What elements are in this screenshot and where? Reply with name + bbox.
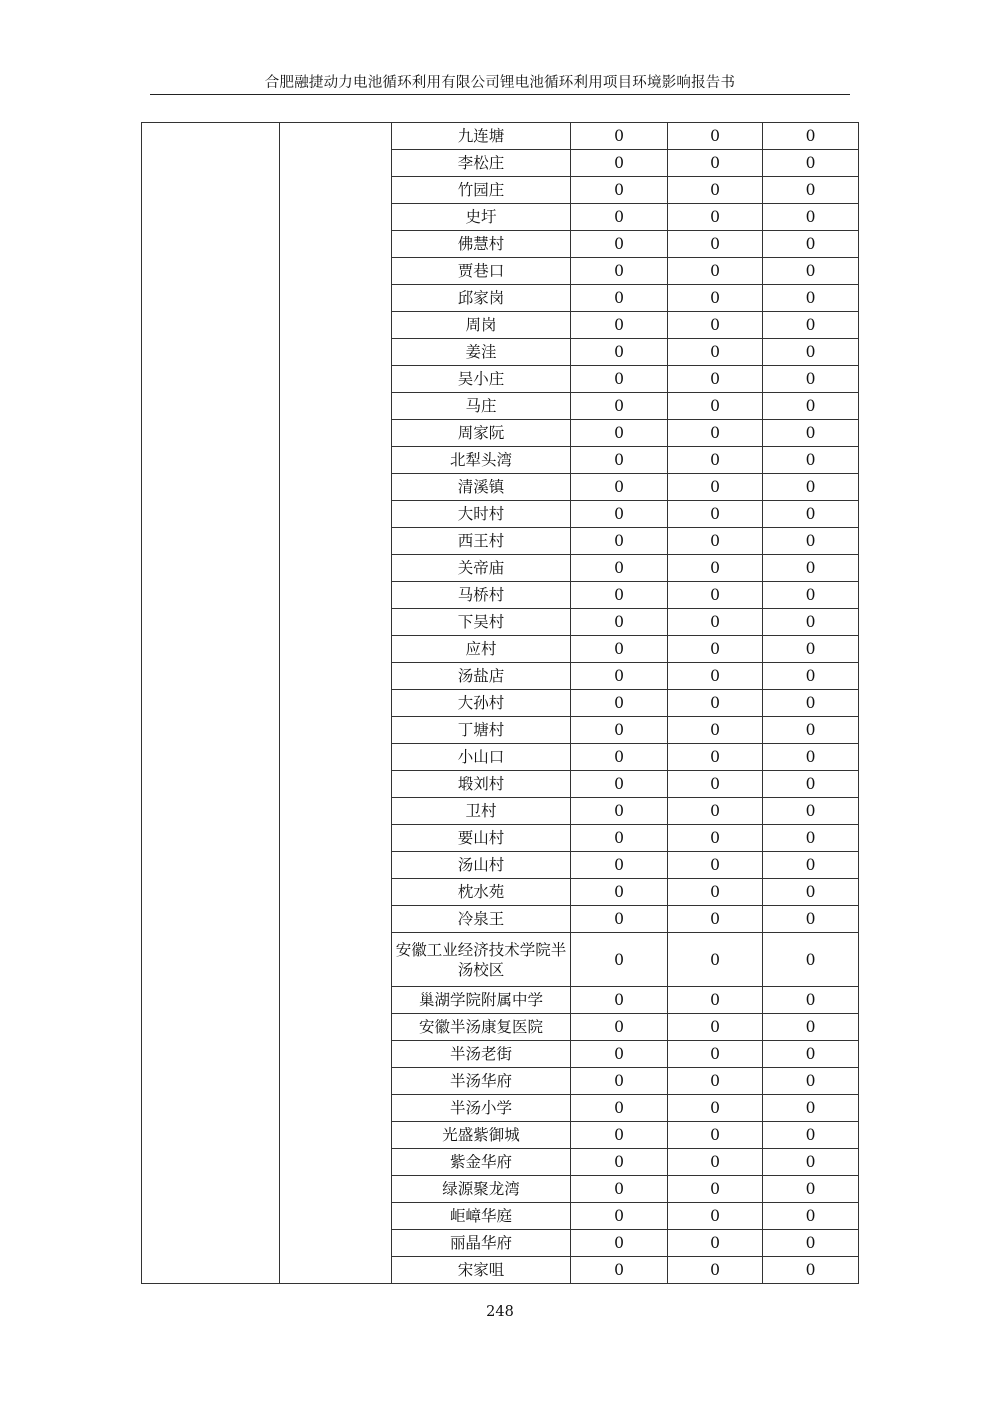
- value-cell: 0: [763, 501, 859, 528]
- value-cell: 0: [571, 555, 668, 582]
- point-name-cell: 关帝庙: [392, 555, 571, 582]
- value-cell: 0: [668, 177, 763, 204]
- value-cell: 0: [668, 1122, 763, 1149]
- value-cell: 0: [763, 1095, 859, 1122]
- value-cell: 0: [763, 1122, 859, 1149]
- value-cell: 0: [763, 717, 859, 744]
- point-name-cell: 汤山村: [392, 852, 571, 879]
- point-name-cell: 绿源聚龙湾: [392, 1176, 571, 1203]
- value-cell: 0: [668, 1230, 763, 1257]
- value-cell: 0: [763, 312, 859, 339]
- value-cell: 0: [668, 1203, 763, 1230]
- value-cell: 0: [668, 717, 763, 744]
- value-cell: 0: [668, 1014, 763, 1041]
- value-cell: 0: [763, 879, 859, 906]
- value-cell: 0: [571, 312, 668, 339]
- value-cell: 0: [763, 1176, 859, 1203]
- value-cell: 0: [668, 663, 763, 690]
- value-cell: 0: [668, 555, 763, 582]
- value-cell: 0: [668, 420, 763, 447]
- point-name-cell: 史圩: [392, 204, 571, 231]
- value-cell: 0: [763, 258, 859, 285]
- point-name-cell: 冷泉王: [392, 906, 571, 933]
- value-cell: 0: [668, 1041, 763, 1068]
- point-name-cell: 半汤华府: [392, 1068, 571, 1095]
- point-name-cell: 巢湖学院附属中学: [392, 987, 571, 1014]
- value-cell: 0: [571, 582, 668, 609]
- point-name-cell: 汤盐店: [392, 663, 571, 690]
- value-cell: 0: [571, 150, 668, 177]
- value-cell: 0: [763, 204, 859, 231]
- value-cell: 0: [668, 933, 763, 987]
- value-cell: 0: [668, 528, 763, 555]
- value-cell: 0: [668, 204, 763, 231]
- value-cell: 0: [763, 1068, 859, 1095]
- value-cell: 0: [571, 420, 668, 447]
- value-cell: 0: [668, 1176, 763, 1203]
- value-cell: 0: [668, 474, 763, 501]
- value-cell: 0: [571, 123, 668, 150]
- point-name-cell: 大孙村: [392, 690, 571, 717]
- value-cell: 0: [763, 1041, 859, 1068]
- value-cell: 0: [668, 1257, 763, 1284]
- point-name-cell: 要山村: [392, 825, 571, 852]
- value-cell: 0: [571, 852, 668, 879]
- point-name-cell: 紫金华府: [392, 1149, 571, 1176]
- point-name-cell: 丽晶华府: [392, 1230, 571, 1257]
- value-cell: 0: [571, 528, 668, 555]
- point-name-cell: 邱家岗: [392, 285, 571, 312]
- value-cell: 0: [571, 987, 668, 1014]
- point-name-cell: 周家阮: [392, 420, 571, 447]
- point-name-cell: 吴小庄: [392, 366, 571, 393]
- value-cell: 0: [763, 906, 859, 933]
- value-cell: 0: [571, 339, 668, 366]
- page-header: 合肥融捷动力电池循环利用有限公司锂电池循环利用项目环境影响报告书: [264, 75, 736, 91]
- value-cell: 0: [763, 555, 859, 582]
- value-cell: 0: [571, 1257, 668, 1284]
- value-cell: 0: [763, 366, 859, 393]
- value-cell: 0: [763, 933, 859, 987]
- value-cell: 0: [763, 771, 859, 798]
- value-cell: 0: [571, 1014, 668, 1041]
- value-cell: 0: [668, 339, 763, 366]
- point-name-cell: 佛慧村: [392, 231, 571, 258]
- value-cell: 0: [571, 879, 668, 906]
- value-cell: 0: [668, 231, 763, 258]
- value-cell: 0: [763, 1149, 859, 1176]
- value-cell: 0: [763, 690, 859, 717]
- value-cell: 0: [571, 1176, 668, 1203]
- value-cell: 0: [763, 393, 859, 420]
- value-cell: 0: [571, 1095, 668, 1122]
- point-name-cell: 九连塘: [392, 123, 571, 150]
- point-name-cell: 光盛紫御城: [392, 1122, 571, 1149]
- value-cell: 0: [763, 447, 859, 474]
- value-cell: 0: [668, 690, 763, 717]
- point-name-cell: 周岗: [392, 312, 571, 339]
- value-cell: 0: [571, 609, 668, 636]
- sensitive-points-table: [141, 122, 859, 1284]
- header-rule: [150, 94, 850, 95]
- value-cell: 0: [668, 1149, 763, 1176]
- point-name-cell: 塅刘村: [392, 771, 571, 798]
- table-body: [142, 123, 859, 1284]
- value-cell: 0: [668, 150, 763, 177]
- point-name-cell: 马桥村: [392, 582, 571, 609]
- point-name-cell: 竹园庄: [392, 177, 571, 204]
- value-cell: 0: [763, 474, 859, 501]
- page-number: 248: [486, 1304, 514, 1320]
- merged-category-cell: [142, 123, 280, 1284]
- value-cell: 0: [763, 825, 859, 852]
- value-cell: 0: [571, 825, 668, 852]
- value-cell: 0: [571, 744, 668, 771]
- point-name-cell: 安徽半汤康复医院: [392, 1014, 571, 1041]
- point-name-cell: 丁塘村: [392, 717, 571, 744]
- value-cell: 0: [668, 123, 763, 150]
- point-name-cell: 半汤老街: [392, 1041, 571, 1068]
- value-cell: 0: [668, 987, 763, 1014]
- value-cell: 0: [763, 852, 859, 879]
- value-cell: 0: [571, 933, 668, 987]
- merged-subcategory-cell: [280, 123, 392, 1284]
- value-cell: 0: [571, 177, 668, 204]
- value-cell: 0: [668, 906, 763, 933]
- point-name-cell: 贾巷口: [392, 258, 571, 285]
- point-name-cell: 西王村: [392, 528, 571, 555]
- value-cell: 0: [668, 366, 763, 393]
- value-cell: 0: [571, 717, 668, 744]
- value-cell: 0: [763, 663, 859, 690]
- value-cell: 0: [571, 1149, 668, 1176]
- value-cell: 0: [668, 609, 763, 636]
- value-cell: 0: [571, 663, 668, 690]
- value-cell: 0: [763, 231, 859, 258]
- point-name-cell: 安徽工业经济技术学院半汤校区: [392, 933, 571, 987]
- value-cell: 0: [763, 1014, 859, 1041]
- value-cell: 0: [668, 393, 763, 420]
- point-name-cell: 岠嶂华庭: [392, 1203, 571, 1230]
- value-cell: 0: [668, 852, 763, 879]
- value-cell: 0: [668, 285, 763, 312]
- value-cell: 0: [668, 312, 763, 339]
- value-cell: 0: [571, 1041, 668, 1068]
- point-name-cell: 宋家咀: [392, 1257, 571, 1284]
- value-cell: 0: [763, 150, 859, 177]
- point-name-cell: 卫村: [392, 798, 571, 825]
- point-name-cell: 大时村: [392, 501, 571, 528]
- point-name-cell: 小山口: [392, 744, 571, 771]
- value-cell: 0: [763, 1203, 859, 1230]
- point-name-cell: 枕水苑: [392, 879, 571, 906]
- value-cell: 0: [668, 636, 763, 663]
- value-cell: 0: [571, 204, 668, 231]
- value-cell: 0: [571, 1068, 668, 1095]
- value-cell: 0: [571, 285, 668, 312]
- value-cell: 0: [763, 528, 859, 555]
- point-name-cell: 姜洼: [392, 339, 571, 366]
- value-cell: 0: [668, 879, 763, 906]
- table-row: [142, 123, 859, 150]
- point-name-cell: 半汤小学: [392, 1095, 571, 1122]
- value-cell: 0: [571, 231, 668, 258]
- value-cell: 0: [763, 285, 859, 312]
- value-cell: 0: [763, 636, 859, 663]
- value-cell: 0: [668, 501, 763, 528]
- value-cell: 0: [763, 582, 859, 609]
- value-cell: 0: [571, 474, 668, 501]
- value-cell: 0: [571, 393, 668, 420]
- value-cell: 0: [571, 366, 668, 393]
- point-name-cell: 下吴村: [392, 609, 571, 636]
- value-cell: 0: [571, 690, 668, 717]
- value-cell: 0: [763, 1230, 859, 1257]
- point-name-cell: 清溪镇: [392, 474, 571, 501]
- value-cell: 0: [668, 258, 763, 285]
- value-cell: 0: [668, 825, 763, 852]
- value-cell: 0: [763, 798, 859, 825]
- point-name-cell: 北犁头湾: [392, 447, 571, 474]
- value-cell: 0: [571, 771, 668, 798]
- value-cell: 0: [668, 1068, 763, 1095]
- value-cell: 0: [668, 798, 763, 825]
- value-cell: 0: [571, 258, 668, 285]
- value-cell: 0: [763, 339, 859, 366]
- value-cell: 0: [763, 177, 859, 204]
- point-name-cell: 李松庄: [392, 150, 571, 177]
- value-cell: 0: [668, 447, 763, 474]
- value-cell: 0: [668, 582, 763, 609]
- value-cell: 0: [763, 609, 859, 636]
- value-cell: 0: [668, 744, 763, 771]
- value-cell: 0: [668, 1095, 763, 1122]
- value-cell: 0: [571, 636, 668, 663]
- value-cell: 0: [763, 123, 859, 150]
- value-cell: 0: [571, 1122, 668, 1149]
- value-cell: 0: [571, 906, 668, 933]
- value-cell: 0: [763, 420, 859, 447]
- value-cell: 0: [763, 744, 859, 771]
- value-cell: 0: [763, 987, 859, 1014]
- point-name-cell: 马庄: [392, 393, 571, 420]
- point-name-cell: 应村: [392, 636, 571, 663]
- value-cell: 0: [668, 771, 763, 798]
- value-cell: 0: [571, 1230, 668, 1257]
- value-cell: 0: [571, 798, 668, 825]
- value-cell: 0: [571, 501, 668, 528]
- value-cell: 0: [571, 447, 668, 474]
- value-cell: 0: [763, 1257, 859, 1284]
- value-cell: 0: [571, 1203, 668, 1230]
